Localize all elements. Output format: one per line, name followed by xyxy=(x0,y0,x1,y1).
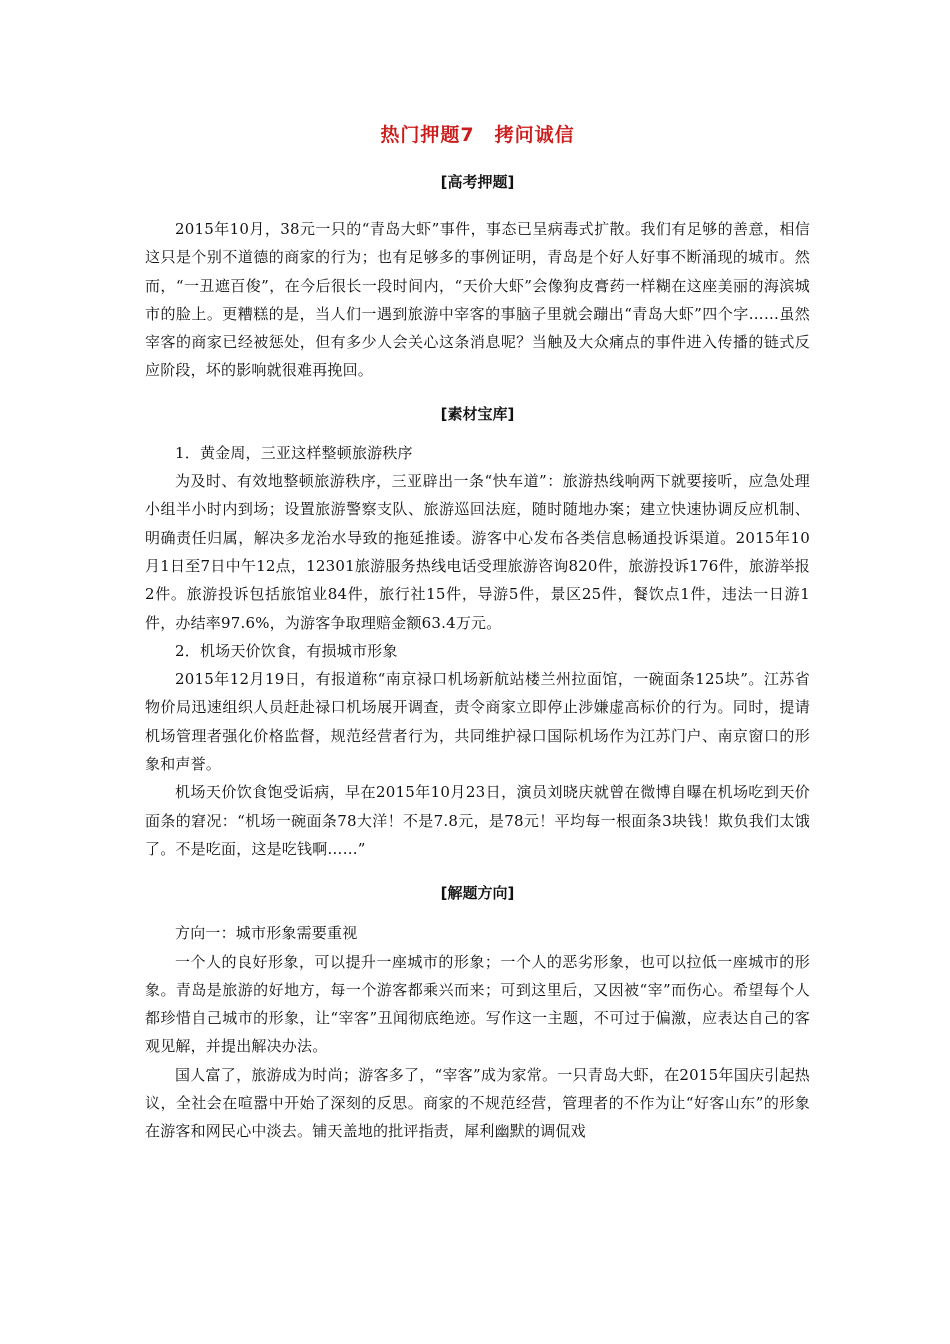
paragraph-material-2b: 机场天价饮食饱受诟病，早在2015年10月23日，演员刘晓庆就曾在微博自曝在机场吃到天价面条的窘况：“机场一碗面条78大洋！不是7.8元，是78元！平均每一根面条3块钱！欺负我们太饿了。不是吃面，这是吃钱啊……” xyxy=(145,783,810,858)
document-page xyxy=(145,118,810,1146)
paragraph-material-1: 为及时、有效地整顿旅游秩序，三亚辟出一条“快车道”：旅游热线响两下就要接听，应急处理小组半小时内到场；设置旅游警察支队、旅游巡回法庭，随时随地办案；建立快速协调反应机制、明确责任归属，解决多龙治水导致的拖延推诿。游客中心发布各类信息畅通投诉渠道。2015年10月1日至7日中午12点，12301旅游服务热线电话受理旅游咨询820件，旅游投诉176件，旅游举报2件。旅游投诉包括旅馆业84件，旅行社15件，导游5件，景区25件，餐饮点1件，违法一日游1件，办结率97.6%，为游客争取理赔金额63.4万元。 xyxy=(145,472,810,632)
paragraph-exam-1: 2015年10月，38元一只的“青岛大虾”事件，事态已呈病毒式扩散。我们有足够的善意，相信这只是个别不道德的商家的行为；也有足够多的事例证明，青岛是个好人好事不断涌现的城市。然而，“一丑遮百俊”，在今后很长一段时间内，“天价大虾”会像狗皮膏药一样糊在这座美丽的海滨城市的脸上。更糟糕的是，当人们一遇到旅游中宰客的事脑子里就会蹦出“青岛大虾”四个字……虽然宰客的商家已经被惩处，但有多少人会关心这条消息呢？当触及大众痛点的事件进入传播的链式反应阶段，坏的影响就很难再挽回。 xyxy=(145,220,810,380)
paragraph-material-2a: 2015年12月19日，有报道称“南京禄口机场新航站楼兰州拉面馆，一碗面条125块”。江苏省物价局迅速组织人员赶赴禄口机场展开调查，责令商家立即停止涉嫌虚高标价的行为。同时，提请机场管理者强化价格监督，规范经营者行为，共同维护禄口国际机场作为江苏门户、南京窗口的形象和声誉。 xyxy=(145,670,810,774)
section-heading-exam: [高考押题] xyxy=(440,173,515,191)
paragraph-direction-1b: 国人富了，旅游成为时尚；游客多了，“宰客”成为家常。一只青岛大虾，在2015年国庆引起热议，全社会在喧嚣中开始了深刻的反思。商家的不规范经营，管理者的不作为让“好客山东”的形象在游客和网民心中淡去。铺天盖地的批评指责，犀利幽默的调侃戏 xyxy=(145,1065,810,1141)
material-2-heading: 2．机场天价饮食，有损城市形象 xyxy=(175,641,398,660)
paragraph-direction-1a: 一个人的良好形象，可以提升一座城市的形象；一个人的恶劣形象，也可以拉低一座城市的形象。青岛是旅游的好地方，每一个游客都乘兴而来；可到这里后，又因被“宰”而伤心。希望每个人都珍惜自己城市的形象，让“宰客”丑闻彻底绝迹。写作这一主题，不可过于偏激，应表达自己的客观见解，并提出解决办法。 xyxy=(145,952,810,1056)
section-heading-materials: [素材宝库] xyxy=(440,404,515,423)
section-heading-direction: [解题方向] xyxy=(440,884,515,903)
page-title: 热门押题7 拷问诚信 xyxy=(380,124,575,146)
direction-1-heading: 方向一：城市形象需要重视 xyxy=(175,924,358,943)
material-1-heading: 1．黄金周，三亚这样整顿旅游秩序 xyxy=(175,443,413,462)
